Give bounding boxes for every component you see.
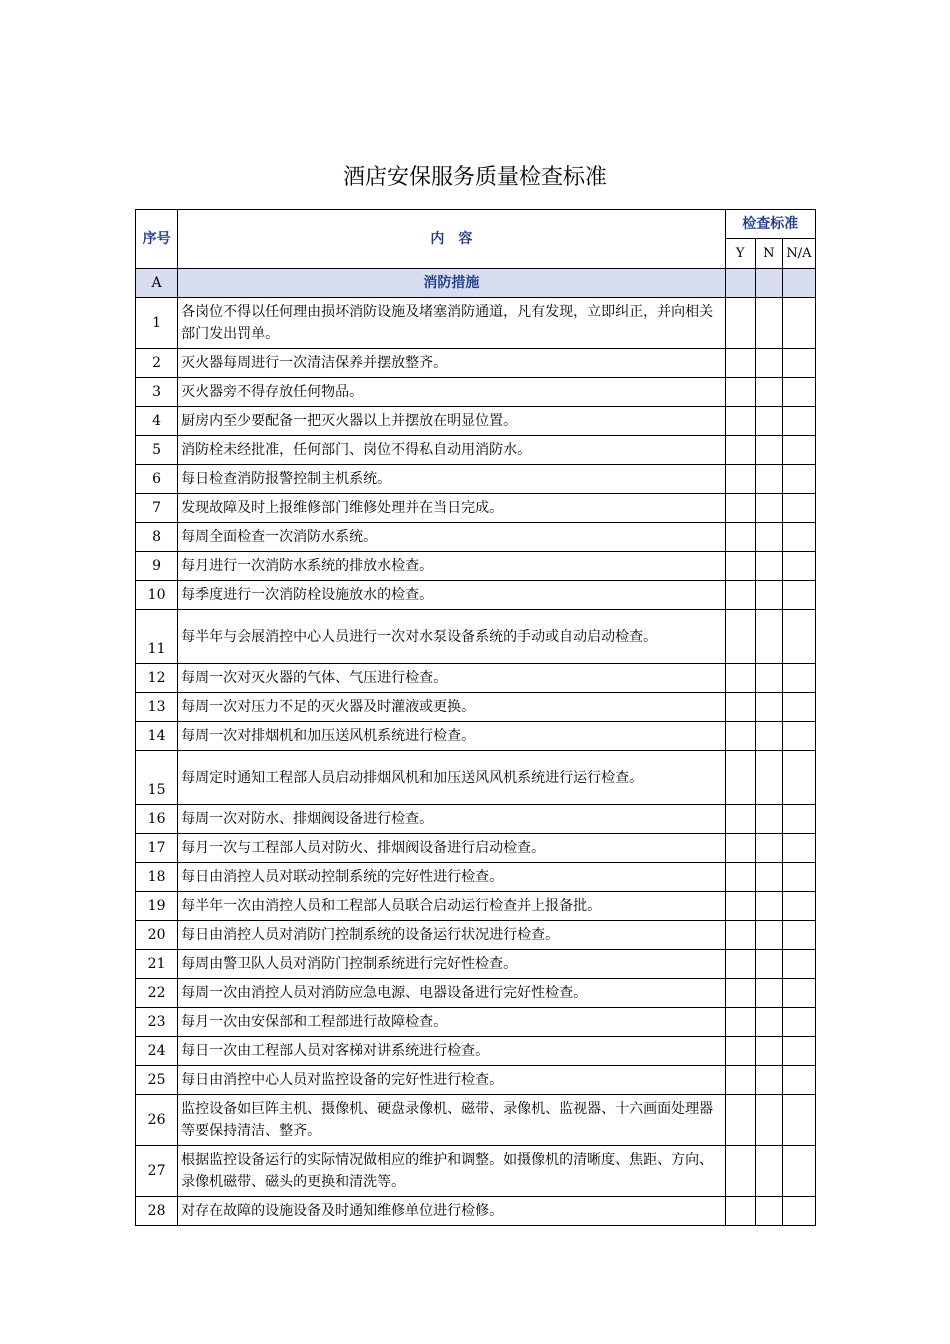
- section-row: [136, 269, 816, 298]
- table-row: [136, 950, 816, 979]
- row-number: 4: [136, 407, 178, 436]
- check-y-cell[interactable]: [725, 664, 755, 693]
- table-row: [136, 298, 816, 349]
- row-number: 7: [136, 494, 178, 523]
- section-blank-n: [755, 269, 782, 298]
- table-row: [136, 805, 816, 834]
- row-content: 每日检查消防报警控制主机系统。: [178, 465, 725, 494]
- check-y-cell[interactable]: [725, 751, 755, 805]
- header-y: Y: [725, 239, 755, 269]
- check-y-cell[interactable]: [725, 693, 755, 722]
- row-content: 每周由警卫队人员对消防门控制系统进行完好性检查。: [178, 950, 725, 979]
- check-y-cell[interactable]: [725, 921, 755, 950]
- row-content: 消防栓未经批准，任何部门、岗位不得私自动用消防水。: [178, 436, 725, 465]
- check-na-cell[interactable]: [782, 863, 815, 892]
- table-row: [136, 552, 816, 581]
- check-y-cell[interactable]: [725, 1008, 755, 1037]
- check-n-cell[interactable]: [755, 1095, 782, 1146]
- header-content: 内 容: [178, 210, 725, 269]
- table-row: [136, 892, 816, 921]
- row-number: 5: [136, 436, 178, 465]
- check-y-cell[interactable]: [725, 1037, 755, 1066]
- table-row: [136, 1095, 816, 1146]
- check-y-cell[interactable]: [725, 979, 755, 1008]
- row-number: 9: [136, 552, 178, 581]
- check-y-cell[interactable]: [725, 407, 755, 436]
- check-y-cell[interactable]: [725, 1146, 755, 1197]
- check-n-cell[interactable]: [755, 834, 782, 863]
- check-y-cell[interactable]: [725, 581, 755, 610]
- check-na-cell[interactable]: [782, 465, 815, 494]
- check-n-cell[interactable]: [755, 298, 782, 349]
- table-row: [136, 1066, 816, 1095]
- check-y-cell[interactable]: [725, 805, 755, 834]
- table-row: [136, 1197, 816, 1226]
- table-row: [136, 1037, 816, 1066]
- row-content: 根据监控设备运行的实际情况做相应的维护和调整。如摄像机的清晰度、焦距、方向、录像机磁带、磁头的更换和清洗等。: [178, 1146, 725, 1197]
- row-content: 每日由消控中心人员对监控设备的完好性进行检查。: [178, 1066, 725, 1095]
- check-n-cell[interactable]: [755, 523, 782, 552]
- check-n-cell[interactable]: [755, 863, 782, 892]
- check-y-cell[interactable]: [725, 349, 755, 378]
- check-n-cell[interactable]: [755, 722, 782, 751]
- row-number: 16: [136, 805, 178, 834]
- check-y-cell[interactable]: [725, 892, 755, 921]
- table-row: [136, 921, 816, 950]
- row-content: 每周一次对排烟机和加压送风机系统进行检查。: [178, 722, 725, 751]
- header-seq: 序号: [136, 210, 178, 269]
- row-content: 灭火器旁不得存放任何物品。: [178, 378, 725, 407]
- check-y-cell[interactable]: [725, 1066, 755, 1095]
- row-content: 每日由消控人员对联动控制系统的完好性进行检查。: [178, 863, 725, 892]
- row-content: 每月一次与工程部人员对防火、排烟阀设备进行启动检查。: [178, 834, 725, 863]
- check-n-cell[interactable]: [755, 581, 782, 610]
- inspection-table: [135, 209, 816, 1226]
- check-n-cell[interactable]: [755, 349, 782, 378]
- check-n-cell[interactable]: [755, 1037, 782, 1066]
- check-n-cell[interactable]: [755, 921, 782, 950]
- header-standard: 检查标准: [725, 210, 815, 239]
- table-row: [136, 834, 816, 863]
- row-content: 各岗位不得以任何理由损坏消防设施及堵塞消防通道，凡有发现，立即纠正，并向相关部门发出罚单。: [178, 298, 725, 349]
- row-content: 厨房内至少要配备一把灭火器以上并摆放在明显位置。: [178, 407, 725, 436]
- check-na-cell[interactable]: [782, 892, 815, 921]
- table-row: [136, 436, 816, 465]
- row-number: 28: [136, 1197, 178, 1226]
- row-number: 3: [136, 378, 178, 407]
- row-number: 26: [136, 1095, 178, 1146]
- check-na-cell[interactable]: [782, 664, 815, 693]
- check-y-cell[interactable]: [725, 436, 755, 465]
- check-n-cell[interactable]: [755, 465, 782, 494]
- check-y-cell[interactable]: [725, 378, 755, 407]
- row-content: 每半年与会展消控中心人员进行一次对水泵设备系统的手动或自动启动检查。: [178, 610, 725, 664]
- check-na-cell[interactable]: [782, 1095, 815, 1146]
- check-na-cell[interactable]: [782, 378, 815, 407]
- row-number: 13: [136, 693, 178, 722]
- row-number: 27: [136, 1146, 178, 1197]
- table-row: [136, 664, 816, 693]
- row-number: 22: [136, 979, 178, 1008]
- check-na-cell[interactable]: [782, 436, 815, 465]
- check-na-cell[interactable]: [782, 1197, 815, 1226]
- check-na-cell[interactable]: [782, 979, 815, 1008]
- row-content: 每周一次对防水、排烟阀设备进行检查。: [178, 805, 725, 834]
- table-row: [136, 1008, 816, 1037]
- section-blank-na: [782, 269, 815, 298]
- check-n-cell[interactable]: [755, 552, 782, 581]
- row-number: 18: [136, 863, 178, 892]
- check-na-cell[interactable]: [782, 921, 815, 950]
- check-na-cell[interactable]: [782, 494, 815, 523]
- check-na-cell[interactable]: [782, 1146, 815, 1197]
- row-content: 灭火器每周进行一次清洁保养并摆放整齐。: [178, 349, 725, 378]
- check-na-cell[interactable]: [782, 693, 815, 722]
- table-row: [136, 494, 816, 523]
- check-n-cell[interactable]: [755, 378, 782, 407]
- section-name: 消防措施: [178, 269, 725, 298]
- table-row: [136, 378, 816, 407]
- row-number: 8: [136, 523, 178, 552]
- row-number: 12: [136, 664, 178, 693]
- check-n-cell[interactable]: [755, 436, 782, 465]
- row-content: 发现故障及时上报维修部门维修处理并在当日完成。: [178, 494, 725, 523]
- row-content: 每半年一次由消控人员和工程部人员联合启动运行检查并上报备批。: [178, 892, 725, 921]
- check-n-cell[interactable]: [755, 664, 782, 693]
- row-number: 20: [136, 921, 178, 950]
- check-na-cell[interactable]: [782, 751, 815, 805]
- row-content: 每周一次由消控人员对消防应急电源、电器设备进行完好性检查。: [178, 979, 725, 1008]
- check-n-cell[interactable]: [755, 610, 782, 664]
- row-number: 15: [136, 751, 178, 805]
- row-number: 11: [136, 610, 178, 664]
- check-na-cell[interactable]: [782, 349, 815, 378]
- check-y-cell[interactable]: [725, 465, 755, 494]
- check-y-cell[interactable]: [725, 834, 755, 863]
- row-number: 17: [136, 834, 178, 863]
- row-content: 监控设备如巨阵主机、摄像机、硬盘录像机、磁带、录像机、监视器、十六画面处理器等要保持清洁、整齐。: [178, 1095, 725, 1146]
- row-number: 2: [136, 349, 178, 378]
- section-blank-y: [725, 269, 755, 298]
- row-number: 23: [136, 1008, 178, 1037]
- row-number: 25: [136, 1066, 178, 1095]
- check-n-cell[interactable]: [755, 1146, 782, 1197]
- table-row: [136, 751, 816, 805]
- check-na-cell[interactable]: [782, 552, 815, 581]
- check-n-cell[interactable]: [755, 1066, 782, 1095]
- check-n-cell[interactable]: [755, 693, 782, 722]
- row-number: 24: [136, 1037, 178, 1066]
- row-content: 每日一次由工程部人员对客梯对讲系统进行检查。: [178, 1037, 725, 1066]
- row-content: 对存在故障的设施设备及时通知维修单位进行检修。: [178, 1197, 725, 1226]
- check-y-cell[interactable]: [725, 523, 755, 552]
- section-id: A: [136, 269, 178, 298]
- table-row: [136, 1146, 816, 1197]
- check-n-cell[interactable]: [755, 892, 782, 921]
- table-row: [136, 465, 816, 494]
- table-row: [136, 523, 816, 552]
- table-row: [136, 349, 816, 378]
- row-content: 每周定时通知工程部人员启动排烟风机和加压送风风机系统进行运行检查。: [178, 751, 725, 805]
- check-n-cell[interactable]: [755, 407, 782, 436]
- check-n-cell[interactable]: [755, 979, 782, 1008]
- check-na-cell[interactable]: [782, 722, 815, 751]
- table-row: [136, 581, 816, 610]
- header-n: N: [755, 239, 782, 269]
- table-row: [136, 979, 816, 1008]
- table-row: [136, 722, 816, 751]
- row-content: 每月一次由安保部和工程部进行故障检查。: [178, 1008, 725, 1037]
- check-na-cell[interactable]: [782, 523, 815, 552]
- check-y-cell[interactable]: [725, 610, 755, 664]
- check-n-cell[interactable]: [755, 950, 782, 979]
- check-y-cell[interactable]: [725, 863, 755, 892]
- row-content: 每季度进行一次消防栓设施放水的检查。: [178, 581, 725, 610]
- check-na-cell[interactable]: [782, 610, 815, 664]
- check-n-cell[interactable]: [755, 1197, 782, 1226]
- check-y-cell[interactable]: [725, 298, 755, 349]
- row-number: 1: [136, 298, 178, 349]
- check-na-cell[interactable]: [782, 298, 815, 349]
- page-title: 酒店安保服务质量检查标准: [342, 165, 607, 190]
- check-y-cell[interactable]: [725, 1095, 755, 1146]
- header-na: N/A: [782, 239, 815, 269]
- check-na-cell[interactable]: [782, 834, 815, 863]
- row-content: 每日由消控人员对消防门控制系统的设备运行状况进行检查。: [178, 921, 725, 950]
- check-y-cell[interactable]: [725, 552, 755, 581]
- check-n-cell[interactable]: [755, 494, 782, 523]
- check-na-cell[interactable]: [782, 407, 815, 436]
- check-n-cell[interactable]: [755, 805, 782, 834]
- check-y-cell[interactable]: [725, 950, 755, 979]
- check-na-cell[interactable]: [782, 581, 815, 610]
- check-y-cell[interactable]: [725, 722, 755, 751]
- row-content: 每月进行一次消防水系统的排放水检查。: [178, 552, 725, 581]
- check-y-cell[interactable]: [725, 494, 755, 523]
- check-y-cell[interactable]: [725, 1197, 755, 1226]
- row-content: 每周一次对灭火器的气体、气压进行检查。: [178, 664, 725, 693]
- table-row: [136, 693, 816, 722]
- row-content: 每周全面检查一次消防水系统。: [178, 523, 725, 552]
- row-number: 14: [136, 722, 178, 751]
- table-row: [136, 407, 816, 436]
- row-number: 10: [136, 581, 178, 610]
- row-number: 19: [136, 892, 178, 921]
- check-na-cell[interactable]: [782, 1008, 815, 1037]
- check-n-cell[interactable]: [755, 1008, 782, 1037]
- row-number: 21: [136, 950, 178, 979]
- check-na-cell[interactable]: [782, 805, 815, 834]
- table-row: [136, 610, 816, 664]
- table-row: [136, 863, 816, 892]
- check-na-cell[interactable]: [782, 950, 815, 979]
- row-number: 6: [136, 465, 178, 494]
- check-na-cell[interactable]: [782, 1066, 815, 1095]
- row-content: 每周一次对压力不足的灭火器及时灌液或更换。: [178, 693, 725, 722]
- check-na-cell[interactable]: [782, 1037, 815, 1066]
- check-n-cell[interactable]: [755, 751, 782, 805]
